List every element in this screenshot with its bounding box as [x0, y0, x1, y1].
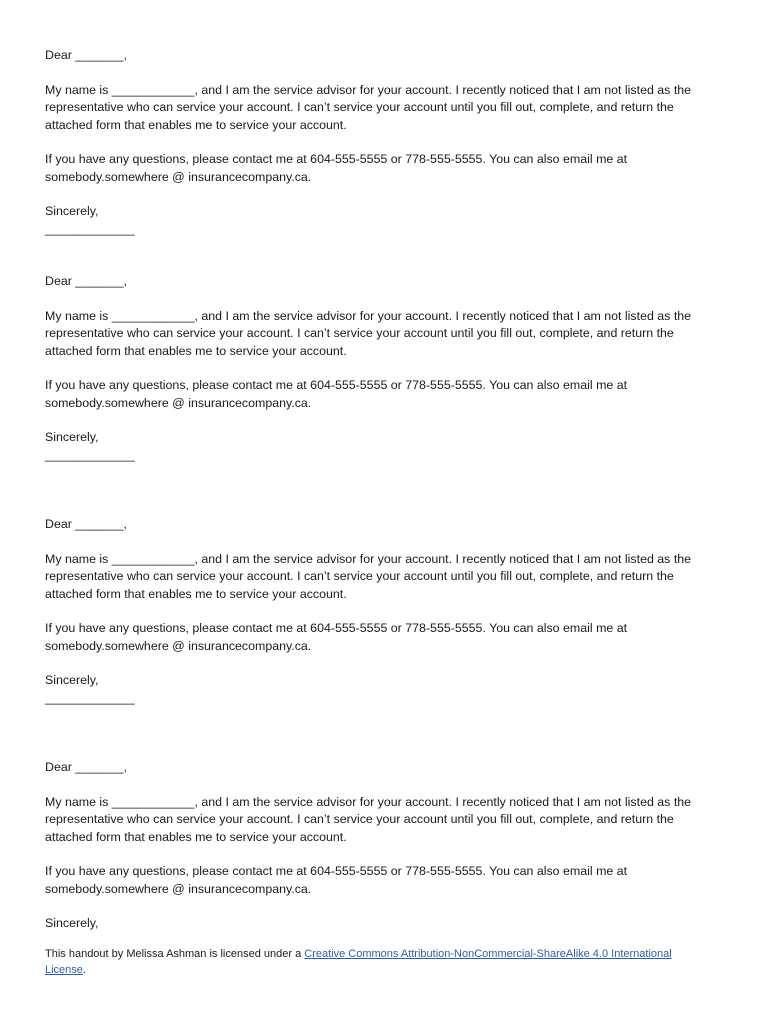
body-paragraph-intro: My name is ____________, and I am the service advisor for your account. I recently noticed that I am not listed as the representative who can service your account. I can’t service your account until you fill out, complete, and return the attached form that enables me to service your account. [45, 308, 692, 358]
letter-block [45, 47, 715, 238]
license-link[interactable]: Creative Commons Attribution-NonCommercial-ShareAlike 4.0 International License [45, 948, 672, 976]
signature-line: _____________ [45, 447, 135, 462]
body-paragraph-intro: My name is ____________, and I am the service advisor for your account. I recently noticed that I am not listed as the representative who can service your account. I can’t service your account until you fill out, complete, and return the attached form that enables me to service your account. [45, 794, 692, 844]
body-paragraph-intro: My name is ____________, and I am the service advisor for your account. I recently noticed that I am not listed as the representative who can service your account. I can’t service your account until you fill out, complete, and return the attached form that enables me to service your account. [45, 82, 692, 132]
body-paragraph-intro: My name is ____________, and I am the service advisor for your account. I recently noticed that I am not listed as the representative who can service your account. I can’t service your account until you fill out, complete, and return the attached form that enables me to service your account. [45, 551, 692, 601]
letter-block [45, 273, 715, 464]
body-paragraph-contact: If you have any questions, please contact me at 604-555-5555 or 778-555-5555. You can also email me at somebody.somewhere @ insurancecompany.ca. [45, 378, 628, 410]
salutation: Dear _______, [45, 760, 127, 774]
signature-line: _____________ [45, 690, 135, 705]
closing: Sincerely, [45, 916, 99, 930]
salutation: Dear _______, [45, 517, 127, 531]
letter-block [45, 759, 715, 933]
closing: Sincerely, [45, 204, 99, 218]
closing: Sincerely, [45, 673, 99, 687]
body-paragraph-contact: If you have any questions, please contact me at 604-555-5555 or 778-555-5555. You can also email me at somebody.somewhere @ insurancecompany.ca. [45, 152, 628, 184]
license-footer [45, 947, 715, 978]
body-paragraph-contact: If you have any questions, please contact me at 604-555-5555 or 778-555-5555. You can also email me at somebody.somewhere @ insurancecompany.ca. [45, 864, 628, 896]
signature-line: _____________ [45, 221, 135, 236]
salutation: Dear _______, [45, 48, 127, 62]
salutation: Dear _______, [45, 274, 127, 288]
letter-block [45, 516, 715, 707]
closing: Sincerely, [45, 430, 99, 444]
license-prefix: This handout by Melissa Ashman is licensed under a [45, 948, 305, 960]
body-paragraph-contact: If you have any questions, please contact me at 604-555-5555 or 778-555-5555. You can also email me at somebody.somewhere @ insurancecompany.ca. [45, 621, 628, 653]
license-suffix: . [82, 963, 86, 976]
